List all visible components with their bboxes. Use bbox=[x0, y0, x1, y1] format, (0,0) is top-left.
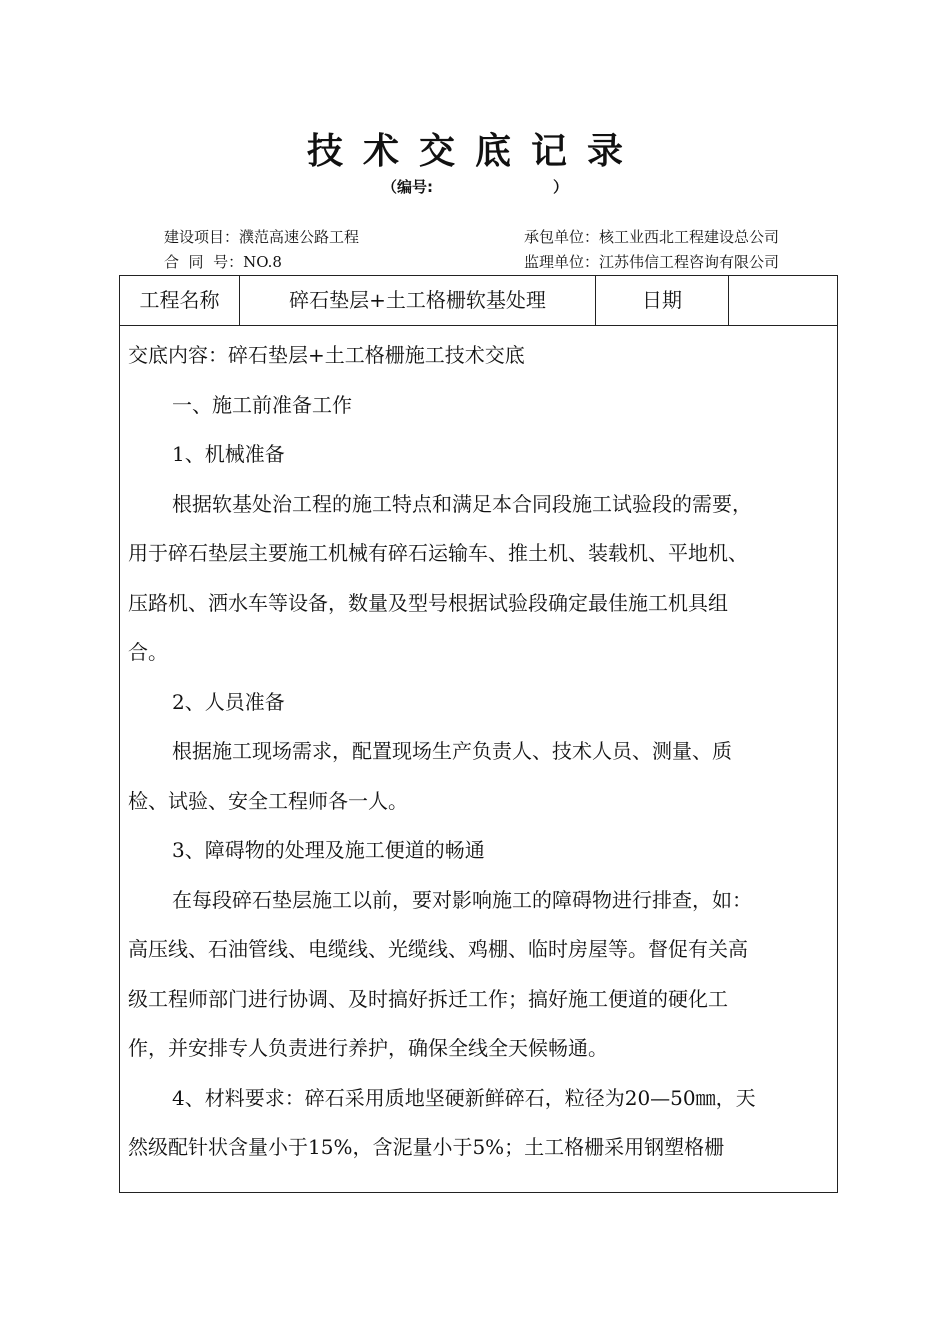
table-header-row bbox=[120, 276, 837, 326]
content-line: 3、障碍物的处理及施工便道的畅通 bbox=[172, 838, 485, 862]
content-line: 压路机、洒水车等设备，数量及型号根据试验段确定最佳施工机具组 bbox=[128, 590, 728, 615]
document-title: 技术交底记录 bbox=[306, 130, 643, 172]
content-line: 合。 bbox=[128, 640, 168, 664]
content-line: 根据软基处治工程的施工特点和满足本合同段施工试验段的需要， bbox=[172, 491, 752, 516]
content-line: 根据施工现场需求，配置现场生产负责人、技术人员、测量、质 bbox=[172, 739, 732, 763]
meta-project: 建设项目：濮范高速公路工程 bbox=[164, 228, 360, 246]
content-line: 作，并安排专人负责进行养护，确保全线全天候畅通。 bbox=[128, 1036, 608, 1060]
meta-contract-no: 合 同 号：NO.8 bbox=[164, 253, 282, 271]
meta-supervisor: 监理单位：江苏伟信工程咨询有限公司 bbox=[524, 253, 780, 271]
content-line: 1、机械准备 bbox=[172, 442, 285, 466]
content-line: 检、试验、安全工程师各一人。 bbox=[128, 788, 408, 813]
project-name-label: 工程名称 bbox=[120, 276, 240, 325]
content-line: 然级配针状含量小于15%，含泥量小于5%；土工格栅采用钢塑格栅 bbox=[128, 1135, 725, 1159]
document-number-label: （编号: bbox=[381, 178, 433, 196]
content-line: 2、人员准备 bbox=[172, 689, 285, 714]
content-line: 在每段碎石垫层施工以前，要对影响施工的障碍物进行排查，如： bbox=[172, 887, 752, 912]
content-line: 一、施工前准备工作 bbox=[172, 392, 352, 417]
content-line: 交底内容：碎石垫层+土工格栅施工技术交底 bbox=[128, 343, 525, 367]
content-line: 用于碎石垫层主要施工机械有碎石运输车、推土机、装载机、平地机、 bbox=[128, 541, 748, 565]
content-line: 4、材料要求：碎石采用质地坚硬新鲜碎石，粒径为20—50㎜，天 bbox=[172, 1085, 756, 1110]
disclosure-table bbox=[119, 275, 838, 1193]
document-number-close: ） bbox=[552, 178, 568, 196]
project-name-value: 碎石垫层+土工格栅软基处理 bbox=[240, 276, 596, 325]
date-label: 日期 bbox=[596, 276, 729, 325]
document-number bbox=[0, 176, 950, 198]
content-line: 高压线、石油管线、电缆线、光缆线、鸡棚、临时房屋等。督促有关高 bbox=[128, 937, 748, 961]
disclosure-content bbox=[128, 331, 831, 1173]
date-value bbox=[729, 276, 837, 325]
meta-contractor: 承包单位：核工业西北工程建设总公司 bbox=[524, 228, 780, 246]
content-line: 级工程师部门进行协调、及时搞好拆迁工作；搞好施工便道的硬化工 bbox=[128, 986, 728, 1011]
